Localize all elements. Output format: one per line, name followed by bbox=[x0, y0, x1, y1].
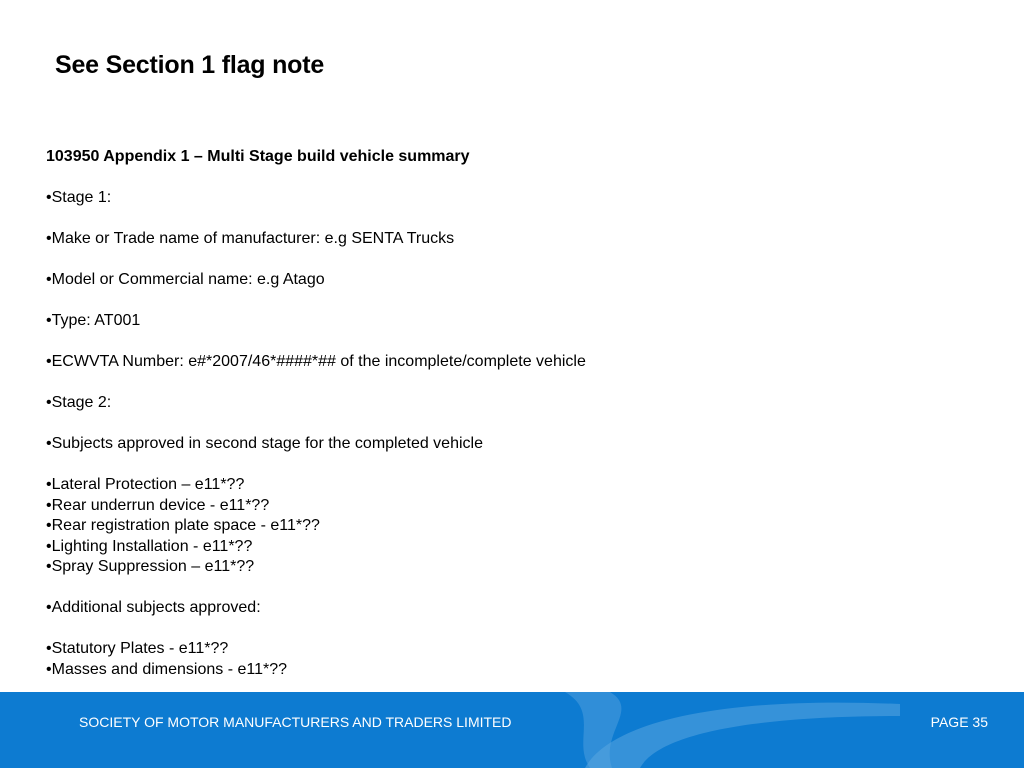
slide-content bbox=[46, 147, 986, 680]
bullet-item: • Spray Suppression – e11*?? bbox=[46, 557, 986, 578]
swoosh-logo-graphic bbox=[0, 692, 1024, 768]
bullet-item: • Rear underrun device - e11*?? bbox=[46, 496, 986, 517]
bullet-item: • Type: AT001 bbox=[46, 311, 986, 332]
bullet-item: • Masses and dimensions - e11*?? bbox=[46, 660, 986, 681]
bullet-blocks bbox=[46, 188, 986, 680]
bullet-item: • Rear registration plate space - e11*?? bbox=[46, 516, 986, 537]
bullet-item: • Stage 1: bbox=[46, 188, 986, 209]
bullet-item: • Make or Trade name of manufacturer: e.g SENTA Trucks bbox=[46, 229, 986, 250]
swoosh-arc-large bbox=[585, 703, 900, 768]
bullet-block bbox=[46, 598, 986, 619]
appendix-heading: 103950 Appendix 1 – Multi Stage build vehicle summary bbox=[46, 148, 470, 165]
bullet-block bbox=[46, 434, 986, 455]
slide-title: See Section 1 flag note bbox=[55, 51, 325, 79]
bullet-item: • Statutory Plates - e11*?? bbox=[46, 639, 986, 660]
bullet-block bbox=[46, 188, 986, 209]
bullet-item: • Lighting Installation - e11*?? bbox=[46, 537, 986, 558]
bullet-item: • Stage 2: bbox=[46, 393, 986, 414]
page-number: PAGE 35 bbox=[930, 714, 988, 730]
bullet-block bbox=[46, 352, 986, 373]
bullet-block bbox=[46, 311, 986, 332]
bullet-item: • Additional subjects approved: bbox=[46, 598, 986, 619]
bullet-item: • Model or Commercial name: e.g Atago bbox=[46, 270, 986, 291]
bullet-item: • Subjects approved in second stage for the completed vehicle bbox=[46, 434, 986, 455]
bullet-item: • Lateral Protection – e11*?? bbox=[46, 475, 986, 496]
bullet-block bbox=[46, 475, 986, 578]
bullet-block bbox=[46, 393, 986, 414]
bullet-item: • ECWVTA Number: e#*2007/46*####*## of the incomplete/complete vehicle bbox=[46, 352, 986, 373]
footer-band bbox=[0, 692, 1024, 768]
bullet-block bbox=[46, 639, 986, 680]
footer-organisation: SOCIETY OF MOTOR MANUFACTURERS AND TRADERS LIMITED bbox=[79, 714, 512, 730]
bullet-block bbox=[46, 229, 986, 250]
bullet-block bbox=[46, 270, 986, 291]
